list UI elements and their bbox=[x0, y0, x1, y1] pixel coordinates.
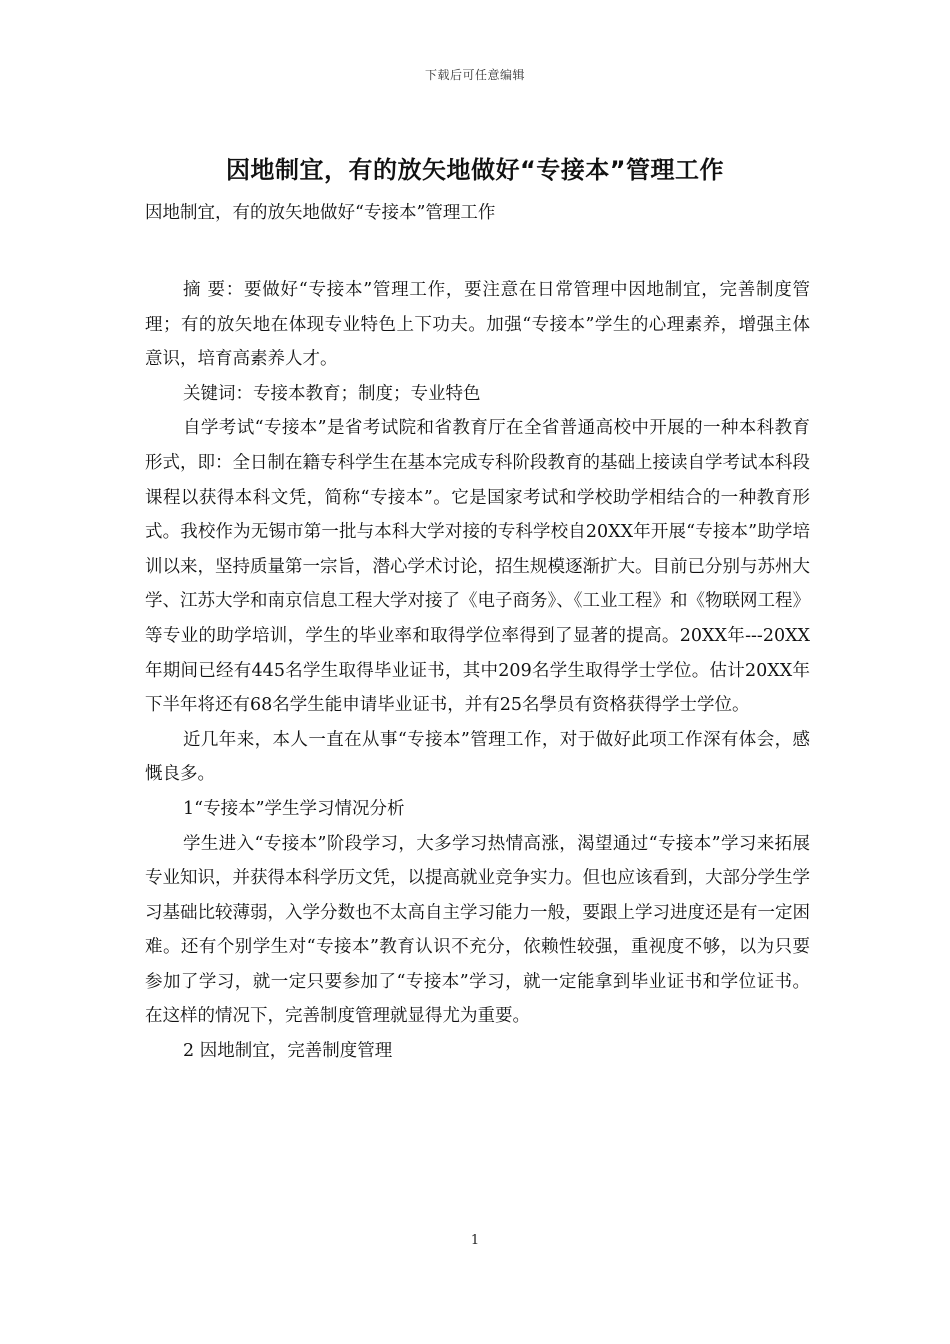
header-note: 下载后可任意编辑 bbox=[424, 68, 525, 82]
page-number: 1 bbox=[470, 1233, 480, 1248]
analysis-paragraph: 学生进入“专接本”阶段学习，大多学习热情高涨，渴望通过“专接本”学习来拓展专业知识，并获得本科学历文凭，以提高就业竞争实力。但也应该看到，大部分学生学习基础比较薄弱，入学分数也不太高自主学习能力一般，要跟上学习进度还是有一定困难。还有个别学生对“专接本”教育认识不充分，依赖性较强，重视度不够，以为只要参加了学习，就一定只要参加了“专接本”学习，就一定能拿到毕业证书和学位证书。在这样的情况下，完善制度管理就显得尤为重要。 bbox=[145, 833, 810, 1027]
experience-paragraph: 近几年来，本人一直在从事“专接本”管理工作，对于做好此项工作深有体会，感慨良多。 bbox=[145, 729, 810, 785]
abstract-paragraph: 摘 要：要做好“专接本”管理工作，要注意在日常管理中因地制宜，完善制度管理；有的放矢地在体现专业特色上下功夫。加强“专接本”学生的心理素养，增强主体意识，培育高素养人才。 bbox=[145, 280, 810, 370]
document-body bbox=[145, 273, 810, 1069]
section-heading-1: 1“专接本”学生学习情况分析 bbox=[183, 798, 405, 819]
document-subtitle: 因地制宜，有的放矢地做好“专接本”管理工作 bbox=[145, 203, 496, 223]
document-title: 因地制宜，有的放矢地做好“专接本”管理工作 bbox=[225, 156, 725, 184]
keywords-paragraph: 关键词：专接本教育；制度；专业特色 bbox=[183, 383, 481, 404]
section-heading-2: 2 因地制宜，完善制度管理 bbox=[183, 1041, 393, 1062]
intro-paragraph: 自学考试“专接本”是省考试院和省教育厅在全省普通高校中开展的一种本科教育形式，即：全日制在籍专科学生在基本完成专科阶段教育的基础上接读自学考试本科段课程以获得本科文凭，简称“专接本”。它是国家考试和学校助学相结合的一种教育形式。我校作为无锡市第一批与本科大学对接的专科学校自20XX年开展“专接本”助学培训以来，坚持质量第一宗旨，潜心学术讨论，招生规模逐渐扩大。目前已分别与苏州大学、江苏大学和南京信息工程大学对接了《电子商务》、《工业工程》和《物联网工程》等专业的助学培训，学生的毕业率和取得学位率得到了显著的提高。20XX年---20XX年期间已经有445名学生取得毕业证书，其中209名学生取得学士学位。估计20XX年下半年将还有68名学生能申请毕业证书，并有25名學员有资格获得学士学位。 bbox=[145, 418, 810, 716]
